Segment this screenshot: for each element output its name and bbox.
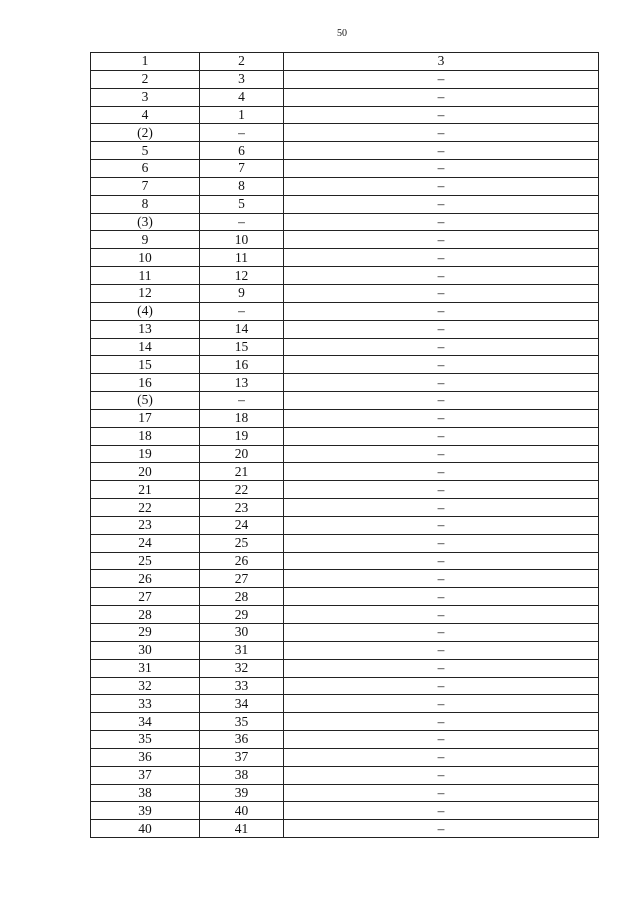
table-cell-col2: 12 (200, 267, 284, 285)
table-cell-col3: – (284, 392, 599, 410)
table-cell-col1: 33 (91, 695, 200, 713)
table-cell-col3: – (284, 624, 599, 642)
document-table (90, 52, 598, 838)
column-header-1: 1 (91, 53, 200, 71)
table-cell-col2: 5 (200, 195, 284, 213)
table-cell-col1: 24 (91, 534, 200, 552)
table-cell-col2: 3 (200, 70, 284, 88)
table-cell-col2: 9 (200, 284, 284, 302)
table-cell-col1: 18 (91, 427, 200, 445)
table-cell-col2: 20 (200, 445, 284, 463)
table-cell-col1: 3 (91, 88, 200, 106)
table-cell-col3: – (284, 124, 599, 142)
table-row (91, 784, 599, 802)
table-cell-col3: – (284, 606, 599, 624)
page-number: 50 (337, 28, 347, 39)
table-row (91, 499, 599, 517)
table-cell-col1: 11 (91, 267, 200, 285)
table-cell-col2: 30 (200, 624, 284, 642)
table-cell-col1: 13 (91, 320, 200, 338)
table-cell-col1: 4 (91, 106, 200, 124)
table-row (91, 302, 599, 320)
table-row (91, 409, 599, 427)
table-cell-col3: – (284, 427, 599, 445)
table-cell-col3: – (284, 267, 599, 285)
table-cell-col1: 23 (91, 516, 200, 534)
table-cell-col2: 37 (200, 748, 284, 766)
table-cell-col3: – (284, 659, 599, 677)
table-cell-col3: – (284, 731, 599, 749)
table-cell-col1: 36 (91, 748, 200, 766)
table-cell-col1: 25 (91, 552, 200, 570)
table-row (91, 88, 599, 106)
table-cell-col3: – (284, 142, 599, 160)
table-cell-col3: – (284, 249, 599, 267)
table-row (91, 802, 599, 820)
table-row (91, 213, 599, 231)
table-row (91, 659, 599, 677)
table-cell-col3: – (284, 106, 599, 124)
table-cell-col2: – (200, 302, 284, 320)
table-cell-col2: 19 (200, 427, 284, 445)
table-cell-col2: 40 (200, 802, 284, 820)
table-cell-col1: 28 (91, 606, 200, 624)
table-row (91, 748, 599, 766)
table-cell-col1: 8 (91, 195, 200, 213)
table-row (91, 427, 599, 445)
table-row (91, 195, 599, 213)
table-cell-col3: – (284, 534, 599, 552)
table-cell-col1: 26 (91, 570, 200, 588)
transition-table (90, 52, 599, 838)
table-cell-col2: 29 (200, 606, 284, 624)
table-cell-col3: – (284, 302, 599, 320)
table-row (91, 374, 599, 392)
table-header-row (91, 53, 599, 71)
table-row (91, 142, 599, 160)
table-cell-col3: – (284, 374, 599, 392)
table-cell-col1: (5) (91, 392, 200, 410)
table-row (91, 124, 599, 142)
table-cell-col1: 10 (91, 249, 200, 267)
table-row (91, 320, 599, 338)
table-cell-col2: 14 (200, 320, 284, 338)
table-cell-col1: 14 (91, 338, 200, 356)
table-cell-col1: 37 (91, 766, 200, 784)
table-cell-col2: 28 (200, 588, 284, 606)
table-row (91, 624, 599, 642)
table-row (91, 267, 599, 285)
table-cell-col3: – (284, 88, 599, 106)
table-cell-col3: – (284, 213, 599, 231)
table-cell-col2: 13 (200, 374, 284, 392)
table-cell-col1: (3) (91, 213, 200, 231)
table-row (91, 392, 599, 410)
table-row (91, 338, 599, 356)
table-cell-col2: 39 (200, 784, 284, 802)
table-cell-col2: 22 (200, 481, 284, 499)
table-row (91, 106, 599, 124)
table-cell-col3: – (284, 713, 599, 731)
table-cell-col1: 35 (91, 731, 200, 749)
table-row (91, 695, 599, 713)
table-cell-col2: 34 (200, 695, 284, 713)
table-cell-col3: – (284, 570, 599, 588)
table-cell-col3: – (284, 820, 599, 838)
table-row (91, 731, 599, 749)
table-cell-col2: 38 (200, 766, 284, 784)
table-cell-col3: – (284, 766, 599, 784)
table-cell-col1: 7 (91, 177, 200, 195)
table-cell-col2: 11 (200, 249, 284, 267)
table-cell-col2: 21 (200, 463, 284, 481)
table-cell-col1: (2) (91, 124, 200, 142)
table-cell-col2: 41 (200, 820, 284, 838)
table-row (91, 516, 599, 534)
table-cell-col3: – (284, 552, 599, 570)
table-row (91, 534, 599, 552)
table-cell-col2: 24 (200, 516, 284, 534)
table-cell-col3: – (284, 160, 599, 178)
table-cell-col1: 22 (91, 499, 200, 517)
table-cell-col1: 6 (91, 160, 200, 178)
table-cell-col3: – (284, 284, 599, 302)
table-cell-col2: 23 (200, 499, 284, 517)
table-row (91, 606, 599, 624)
table-cell-col3: – (284, 338, 599, 356)
table-row (91, 231, 599, 249)
table-cell-col2: 31 (200, 641, 284, 659)
table-cell-col2: 6 (200, 142, 284, 160)
table-row (91, 766, 599, 784)
table-row (91, 677, 599, 695)
table-cell-col1: 2 (91, 70, 200, 88)
table-cell-col1: 17 (91, 409, 200, 427)
table-row (91, 177, 599, 195)
table-cell-col3: – (284, 463, 599, 481)
table-cell-col1: 20 (91, 463, 200, 481)
table-cell-col3: – (284, 695, 599, 713)
table-cell-col1: 32 (91, 677, 200, 695)
table-cell-col2: – (200, 392, 284, 410)
table-cell-col2: 16 (200, 356, 284, 374)
table-cell-col2: 1 (200, 106, 284, 124)
table-row (91, 552, 599, 570)
table-cell-col2: 18 (200, 409, 284, 427)
column-header-3: 3 (284, 53, 599, 71)
table-cell-col2: 8 (200, 177, 284, 195)
table-cell-col3: – (284, 499, 599, 517)
table-row (91, 160, 599, 178)
table-cell-col2: 35 (200, 713, 284, 731)
table-cell-col1: 38 (91, 784, 200, 802)
table-cell-col2: 15 (200, 338, 284, 356)
table-cell-col2: 32 (200, 659, 284, 677)
table-cell-col3: – (284, 70, 599, 88)
table-row (91, 463, 599, 481)
table-cell-col2: – (200, 124, 284, 142)
table-cell-col3: – (284, 481, 599, 499)
table-cell-col1: 19 (91, 445, 200, 463)
table-cell-col1: (4) (91, 302, 200, 320)
table-cell-col2: 4 (200, 88, 284, 106)
table-cell-col2: 27 (200, 570, 284, 588)
table-cell-col3: – (284, 588, 599, 606)
table-cell-col1: 40 (91, 820, 200, 838)
table-row (91, 284, 599, 302)
table-row (91, 820, 599, 838)
table-cell-col1: 9 (91, 231, 200, 249)
table-cell-col3: – (284, 231, 599, 249)
table-cell-col1: 15 (91, 356, 200, 374)
table-cell-col1: 39 (91, 802, 200, 820)
table-cell-col2: 33 (200, 677, 284, 695)
column-header-2: 2 (200, 53, 284, 71)
table-row (91, 445, 599, 463)
table-cell-col2: 25 (200, 534, 284, 552)
table-cell-col3: – (284, 677, 599, 695)
table-cell-col2: 36 (200, 731, 284, 749)
table-cell-col2: – (200, 213, 284, 231)
table-cell-col1: 31 (91, 659, 200, 677)
table-row (91, 481, 599, 499)
table-body (91, 70, 599, 837)
table-row (91, 356, 599, 374)
table-cell-col2: 7 (200, 160, 284, 178)
table-row (91, 570, 599, 588)
table-cell-col2: 26 (200, 552, 284, 570)
table-cell-col2: 10 (200, 231, 284, 249)
table-cell-col1: 21 (91, 481, 200, 499)
table-cell-col3: – (284, 356, 599, 374)
table-row (91, 249, 599, 267)
table-cell-col1: 27 (91, 588, 200, 606)
table-cell-col3: – (284, 445, 599, 463)
table-cell-col3: – (284, 516, 599, 534)
table-row (91, 70, 599, 88)
table-cell-col3: – (284, 195, 599, 213)
table-row (91, 588, 599, 606)
table-cell-col1: 12 (91, 284, 200, 302)
table-cell-col3: – (284, 641, 599, 659)
table-row (91, 713, 599, 731)
table-cell-col3: – (284, 748, 599, 766)
table-cell-col1: 29 (91, 624, 200, 642)
table-cell-col3: – (284, 802, 599, 820)
table-cell-col3: – (284, 409, 599, 427)
table-cell-col1: 16 (91, 374, 200, 392)
table-row (91, 641, 599, 659)
table-cell-col3: – (284, 177, 599, 195)
table-cell-col3: – (284, 784, 599, 802)
table-cell-col3: – (284, 320, 599, 338)
table-cell-col1: 34 (91, 713, 200, 731)
table-cell-col1: 5 (91, 142, 200, 160)
table-cell-col1: 30 (91, 641, 200, 659)
